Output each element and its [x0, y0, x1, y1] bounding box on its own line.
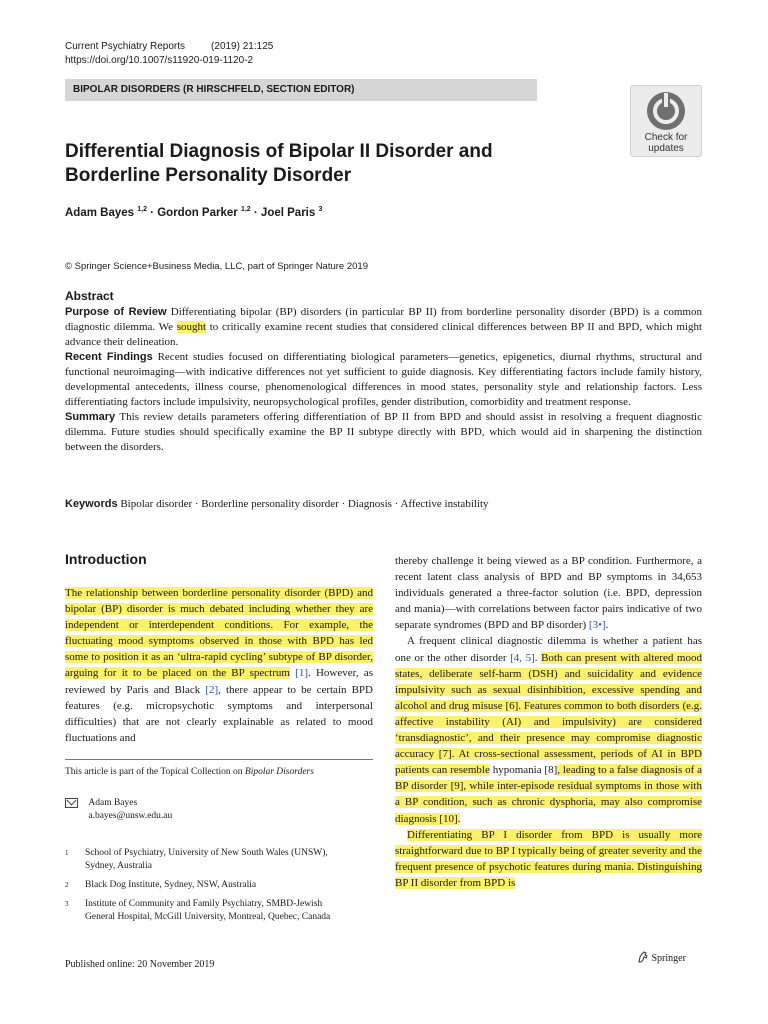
highlight-span: The relationship between borderline personality disorder (BPD) and bipolar (BP) disorder is much debated including whether they are independent or interdependent conditions. For example, the fluctuating mood symptoms observed in those with BPD has led some to position it as an ‘ultra-rapid cycling’ subtype of BP disorder, arguing for it to be placed on the BP spectrum [65, 587, 373, 680]
author-list [65, 206, 322, 219]
abstract [65, 289, 702, 455]
corresponding-name: Adam Bayes [88, 798, 138, 808]
citation-link[interactable]: [4, 5] [510, 651, 535, 664]
body-column-left [65, 585, 373, 746]
findings-heading: Recent Findings [65, 351, 153, 363]
body-text: hypomania [8] [489, 764, 558, 777]
affiliation-text: General Hospital, McGill University, Montreal, Quebec, Canada [85, 912, 331, 922]
author-separator: · [250, 206, 261, 219]
affiliation-text: Black Dog Institute, Sydney, NSW, Australia [85, 880, 257, 890]
topical-collection-note [65, 767, 314, 777]
body-text: . [534, 651, 542, 664]
author-separator: · [146, 206, 158, 219]
publisher-name: Springer [651, 953, 686, 964]
body-text: . However, as reviewed by Paris and Black [65, 667, 374, 696]
topical-text: This article is part of the Topical Collection on [65, 767, 245, 777]
corresponding-author [65, 797, 172, 823]
summary-heading: Summary [65, 411, 116, 423]
affiliation-text: Institute of Community and Family Psychiatry, SMBD-Jewish [85, 899, 323, 909]
journal-name: Current Psychiatry Reports [65, 41, 186, 52]
article-title: Differential Diagnosis of Bipolar II Disorder and Borderline Personality Disorder [65, 141, 493, 186]
author-affiliation: 1,2 [137, 206, 147, 213]
abstract-findings [65, 350, 702, 410]
citation-link[interactable]: [3•] [588, 619, 606, 632]
keywords [65, 498, 705, 510]
body-text: thereby challenge it being viewed as a BP condition. Furthermore, a recent latent class analysis of BPD and BP symptoms in 34,653 individuals generated a three-factor solution (i.e. BPD, depression and mania)—with correlations between factor pairs indicative of two separate syndromes (BPD and BP disorder) [395, 555, 702, 632]
footnote-divider [65, 759, 373, 760]
purpose-heading: Purpose of Review [65, 306, 167, 318]
abstract-purpose [65, 305, 702, 350]
keywords-text: Bipolar disorder · Borderline personality disorder · Diagnosis · Affective instability [120, 498, 489, 510]
highlight-span: Both can present with altered mood states, deliberate self-harm (DSH) and suicidality and evidence impulsivity such as sexual disinhibition, excessive spending and alcohol and drug misuse [6]. Features common to both disorders (e.g. affective instability (AI) and impulsivity) are considered ‘transdiagnostic’, and their presence may compromise diagnostic accuracy [7]. At cross-sectional assessment, periods of AI in BPD patients can resemble [395, 651, 702, 777]
check-for-updates-badge[interactable] [630, 85, 702, 157]
check-label-2: updates [648, 143, 684, 154]
body-text: , there appear to be certain BPD features (e.g. micropsychotic symptoms and interpersonal difficulties) that are not clearly explainable as related to mood fluctuations and [65, 683, 373, 744]
affiliation-number: 2 [65, 881, 69, 889]
body-text: . [605, 619, 609, 632]
journal-header [65, 40, 273, 68]
keywords-label: Keywords [65, 498, 118, 510]
affiliation-2 [65, 879, 256, 892]
affiliation-number: 1 [65, 849, 69, 857]
author-name[interactable]: Adam Bayes [65, 206, 135, 219]
check-updates-icon [645, 90, 687, 132]
publisher-logo [637, 951, 686, 964]
check-label-1: Check for [644, 132, 688, 143]
journal-volume: (2019) 21:125 [211, 41, 274, 52]
envelope-icon [65, 798, 78, 808]
affiliation-text: Sydney, Australia [85, 861, 152, 871]
body-text: A frequent clinical diagnostic dilemma is whether a patient has one or the other disorder [395, 635, 702, 664]
author-affiliation: 3 [318, 206, 323, 213]
introduction-heading: Introduction [65, 551, 147, 567]
author-name[interactable]: Joel Paris [260, 206, 316, 219]
abstract-heading: Abstract [65, 289, 114, 303]
affiliation-1 [65, 847, 328, 873]
affiliation-number: 3 [65, 900, 69, 908]
copyright-line: © Springer Science+Business Media, LLC, part of Springer Nature 2019 [65, 261, 368, 272]
purpose-text-end: to critically examine recent studies that considered clinical differences between BP II and BPD, which might advance their delineation. [65, 321, 702, 348]
topical-collection-name[interactable]: Bipolar Disorders [244, 767, 314, 777]
highlight-span: Differentiating BP I disorder from BPD is usually more straightforward due to BP I typically being of greater severity and the frequent presence of psychotic features during mania. Distinguishing BP II disorder from BPD is [395, 828, 702, 889]
affiliation-text: School of Psychiatry, University of New South Wales (UNSW), [85, 848, 328, 858]
corresponding-email[interactable]: a.bayes@unsw.edu.au [88, 811, 173, 821]
purpose-text: Differentiating bipolar (BP) disorders (in particular BP II) from borderline personality disorder (BPD) is a common diagnostic dilemma. We [65, 306, 702, 333]
findings-text: Recent studies focused on differentiating biological parameters—genetics, epigenetics, diurnal rhythms, structural and functional neuroimaging—with indicative differences not yet sufficient to guide diagnosis. Key differentiating factors include family history, developmental antecedents, illness course, phenomenological differences in mood states, personality style and relationship factors. Less differentiating factors include impulsivity, neuropsychological profiles, gender distribution, comorbidity and treatment response. [65, 351, 702, 408]
author-name[interactable]: Gordon Parker [157, 206, 238, 219]
citation-link[interactable]: [2] [205, 683, 219, 696]
affiliation-3 [65, 898, 330, 924]
published-date: Published online: 20 November 2019 [65, 959, 215, 970]
doi-link[interactable]: https://doi.org/10.1007/s11920-019-1120-2 [65, 55, 254, 66]
summary-text: This review details parameters offering differentiation of BP II from BPD and should assist in resolving a frequent diagnostic dilemma. Future studies should specifically examine the BP II subtype directly with BPD, which would aid in sharpening the distinction between the disorders. [65, 411, 702, 453]
highlight-span: , leading to a false diagnosis of a BP disorder [9], while inter-episode residual symptoms in those with a BP condition, such as chronic dysphoria, may also compromise diagnosis [10]. [395, 764, 703, 825]
citation-link[interactable]: [1] [295, 667, 308, 680]
body-column-right [395, 553, 702, 891]
abstract-summary [65, 410, 702, 455]
author-affiliation: 1,2 [240, 206, 251, 213]
springer-horse-icon [637, 951, 649, 963]
section-bar: BIPOLAR DISORDERS (R HIRSCHFELD, SECTION EDITOR) [65, 79, 537, 101]
highlight-span: sought [176, 321, 207, 333]
